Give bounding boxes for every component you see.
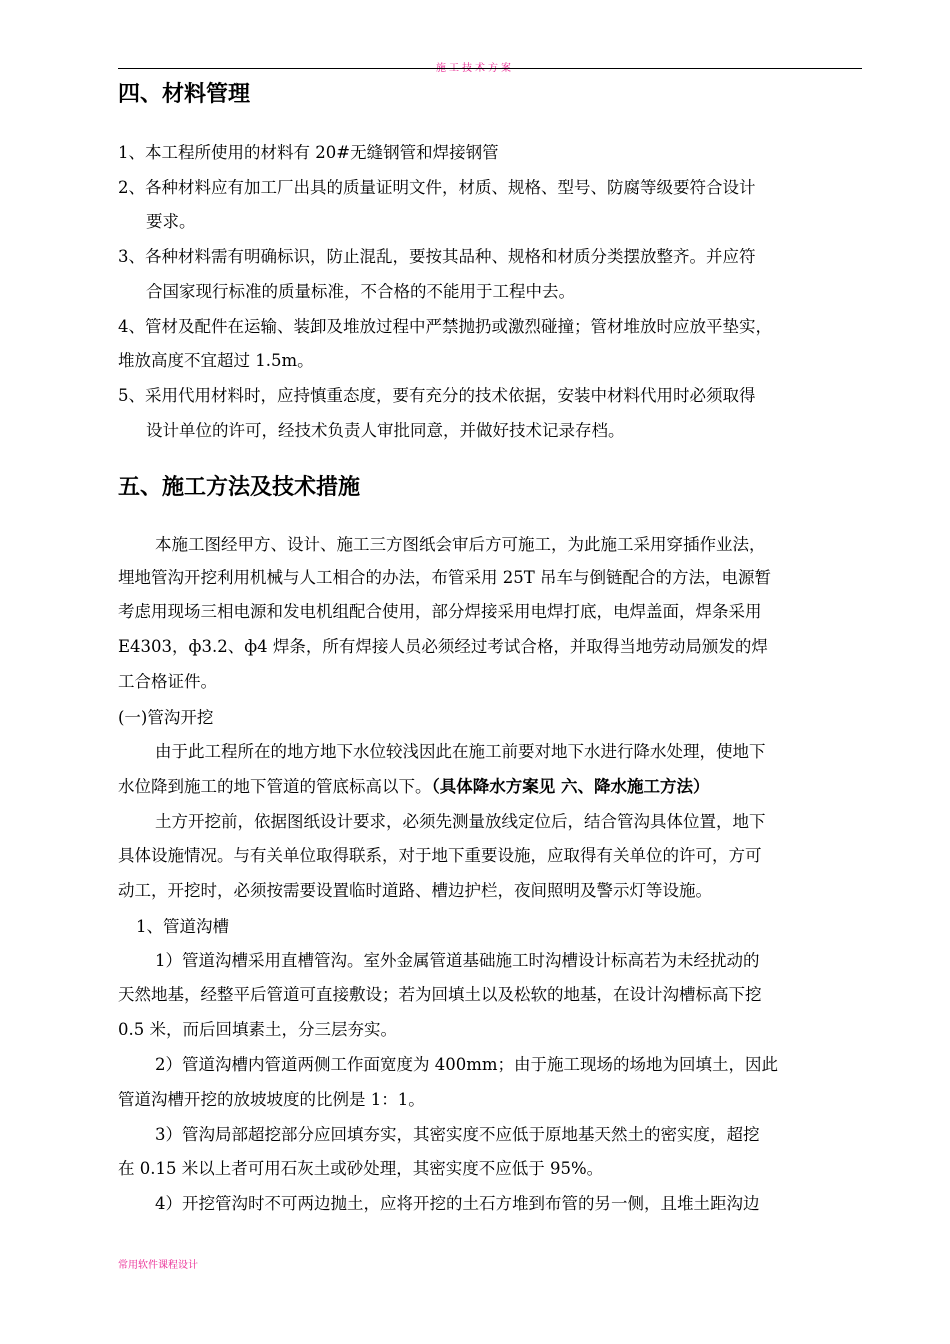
paragraph-line: E4303，ф3.2、ф4 焊条，所有焊接人员必须经过考试合格，并取得当地劳动局颁发的焊	[118, 637, 768, 656]
paragraph-line: 工合格证件。	[118, 672, 217, 691]
paragraph-line: 2、各种材料应有加工厂出具的质量证明文件，材质、规格、型号、防腐等级要符合设计	[118, 178, 756, 197]
paragraph-line: 本施工图经甲方、设计、施工三方图纸会审后方可施工，为此施工采用穿插作业法，	[155, 535, 766, 554]
paragraph-line: 3、各种材料需有明确标识，防止混乱，要按其品种、规格和材质分类摆放整齐。并应符	[118, 247, 756, 266]
page-footer-text: 常用软件课程设计	[118, 1260, 198, 1271]
paragraph-line: 管道沟槽开挖的放坡坡度的比例是 1：1。	[118, 1090, 425, 1109]
paragraph-line: 考虑用现场三相电源和发电机组配合使用，部分焊接采用电焊打底，电焊盖面，焊条采用	[118, 602, 762, 621]
page-header-title: 施工技术方案	[436, 63, 514, 74]
paragraph-line: 5、采用代用材料时，应持慎重态度，要有充分的技术依据，安装中材料代用时必须取得	[118, 386, 756, 405]
paragraph-line: 堆放高度不宜超过 1.5m。	[118, 351, 314, 370]
paragraph-line: 由于此工程所在的地方地下水位较浅因此在施工前要对地下水进行降水处理，使地下	[155, 742, 766, 761]
paragraph-line: 3）管沟局部超挖部分应回填夯实，其密实度不应低于原地基天然土的密实度，超挖	[155, 1125, 760, 1144]
paragraph-line: 合国家现行标准的质量标准，不合格的不能用于工程中去。	[146, 282, 575, 301]
paragraph-line: 设计单位的许可，经技术负责人审批同意，并做好技术记录存档。	[146, 421, 625, 440]
paragraph-line: 1、本工程所使用的材料有 20#无缝钢管和焊接钢管	[118, 143, 499, 162]
paragraph-line: 在 0.15 米以上者可用石灰土或砂处理，其密实度不应低于 95%。	[118, 1159, 604, 1178]
paragraph-line: 2）管道沟槽内管道两侧工作面宽度为 400mm；由于施工现场的场地为回填土，因此	[155, 1055, 779, 1074]
paragraph-line: 要求。	[146, 212, 196, 231]
subsection-heading: (一)管沟开挖	[118, 708, 214, 727]
paragraph-line: 0.5 米，而后回填素土，分三层夯实。	[118, 1020, 397, 1039]
paragraph-line: 动工，开挖时，必须按需要设置临时道路、槽边护栏，夜间照明及警示灯等设施。	[118, 881, 712, 900]
header-rule	[118, 68, 862, 69]
paragraph-line: 土方开挖前，依据图纸设计要求，必须先测量放线定位后，结合管沟具体位置，地下	[155, 812, 766, 831]
paragraph-line	[118, 777, 710, 797]
paragraph-line: 4）开挖管沟时不可两边抛土，应将开挖的土石方堆到布管的另一侧，且堆土距沟边	[155, 1194, 760, 1213]
section-4-heading: 四、材料管理	[118, 82, 251, 107]
dewatering-reference: （具体降水方案见 六、降水施工方法）	[431, 777, 710, 796]
subsection-heading: 1、管道沟槽	[136, 917, 229, 936]
paragraph-line: 天然地基，经整平后管道可直接敷设；若为回填土以及松软的地基，在设计沟槽标高下挖	[118, 985, 762, 1004]
paragraph-line: 4、管材及配件在运输、装卸及堆放过程中严禁抛扔或激烈碰撞；管材堆放时应放平垫实，	[118, 317, 772, 336]
paragraph-line: 1）管道沟槽采用直槽管沟。室外金属管道基础施工时沟槽设计标高若为未经扰动的	[155, 951, 760, 970]
paragraph-text: 水位降到施工的地下管道的管底标高以下。	[118, 777, 432, 796]
section-5-heading: 五、施工方法及技术措施	[118, 475, 361, 500]
paragraph-line: 具体设施情况。与有关单位取得联系，对于地下重要设施，应取得有关单位的许可，方可	[118, 846, 762, 865]
paragraph-line: 埋地管沟开挖利用机械与人工相合的办法，布管采用 25T 吊车与倒链配合的方法，电源暂	[118, 568, 771, 587]
